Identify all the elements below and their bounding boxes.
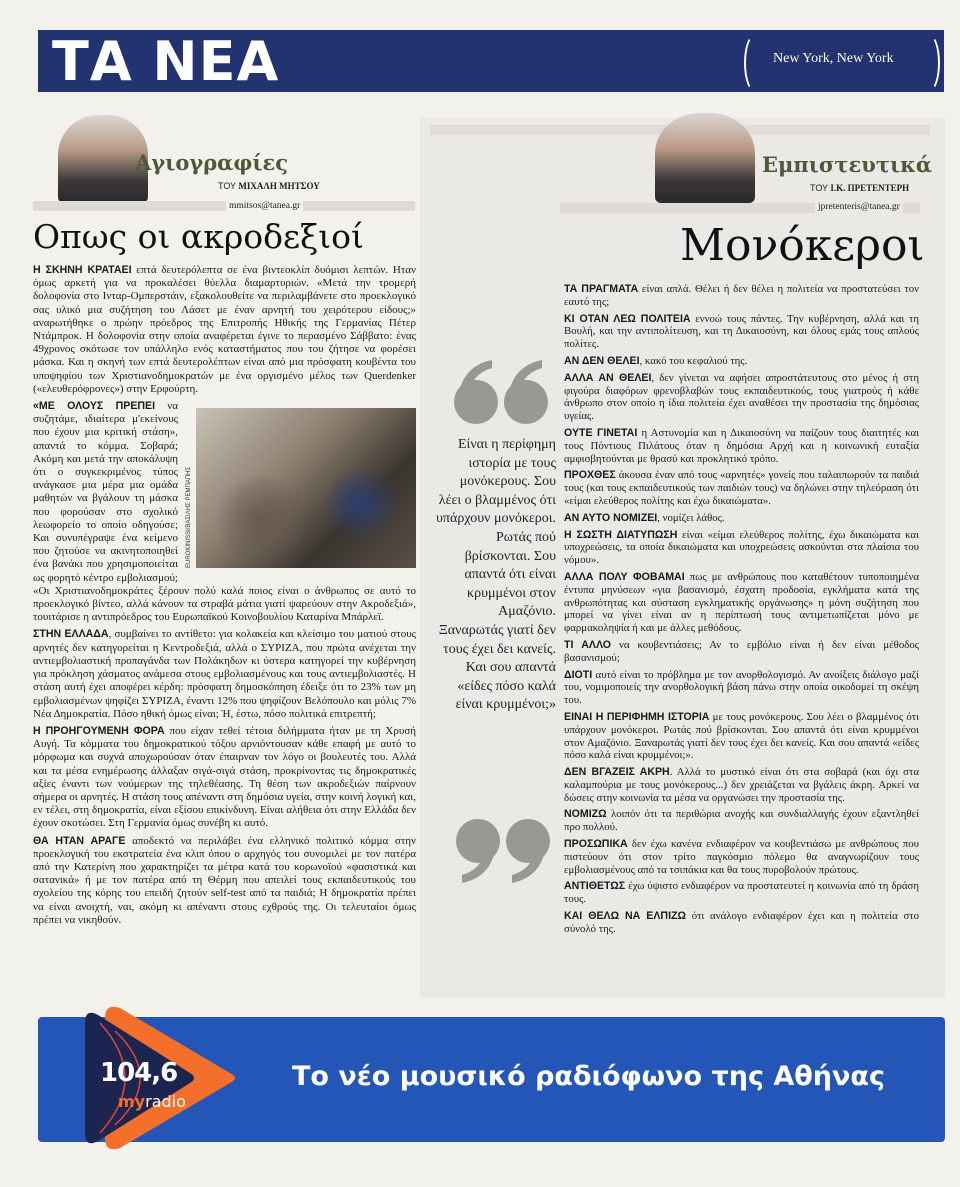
- lead-in: ΘΑ ΗΤΑΝ ΑΡΑΓΕ: [33, 834, 126, 847]
- paragraph-text: να συζητάμε, ιδιαίτερα μ'εκείνους που έχουν μια κριτική στάση», απαντά το κόμμα. Σοβαρά; Ακόμη και μετά την αποκάλυψη ότι ο συγκεκριμένος τύπος ανάγκασε μια μέρα μια ομάδα μαθητών να βγάλουν τη μάσκα που φορούσαν στο σχολικό λεωφορείο το οποίο οδηγούσε; Και συνυπέγραψε ένα κείμενο που ζητούσε να ακινητοποιηθεί ένα βανάκι που χρησιμοποιείται ως φορητό κέντρο εμβολιασμού; «Οι Χριστιανοδημοκράτες ξέρουν πολύ καλά ποιος είναι ο άνθρωπος σε αυτό το προεκλογικό βίντεο, αλλά κάνουν τα στραβά μάτια γιατί ψαρεύουν στην Ακροδεξιά», τουιτάρισε η αντιπρόεδρος του Ευρωπαϊκού Κοινοβουλίου Καταρίνα Μπάρλεϊ.: [33, 400, 416, 624]
- author-name: Ι.Κ. ΠΡΕΤΕΝΤΕΡΗ: [830, 183, 910, 193]
- paragraph-text: . Αλλά το μυστικό είναι ότι στα σοβαρά (και όχι στα καλαμπούρια με τους μονόκερους...) δεν χρειάζεται να βγάλεις άκρη. Αρκεί να δώσεις στην κοινωνία τα μέσα να οργανώσει την προστασία της.: [564, 766, 919, 804]
- paragraph: [564, 669, 919, 707]
- paragraph-text: , δεν γίνεται να αφήσει απροστάτευτους στο μένος ή στη φιγούρα διαφόρων φρενοβλαβών τους εκπαιδευτικούς, τους γιατρούς ή κάθε άνθρωπο στον οποίο η ίδια πολιτεία έχει αναθέσει την προστασία της δημόσιας υγείας.: [564, 371, 920, 423]
- lead-in: ΕΙΝΑΙ Η ΠΕΡΙΦΗΜΗ ΙΣΤΟΡΙΑ: [564, 710, 710, 723]
- brand-my: my: [118, 1092, 146, 1111]
- paragraph: [33, 400, 416, 624]
- radio-frequency: 104,6: [100, 1058, 178, 1088]
- paragraph: [564, 639, 919, 665]
- article-headline: Μονόκεροι: [680, 220, 925, 271]
- paragraph-text: δεν έχω κανένα ενδιαφέρον να κουβεντιάσω με ανθρώπους που πιστεύουν ότι στον τρίτο παγκόσμιο πόλεμο θα αναγνωρίζουν τους εμβολιασμένους από τα τσιπάκια και θα τους πυροβολούν πρώτους.: [564, 838, 919, 876]
- paragraph-text: εννοώ τους πάντες. Την κυβέρνηση, αλλά και τη Βουλή, και την αντιπολίτευση, και τη Δικαιοσύνη, και όλους εμάς τους απλούς πολίτες.: [564, 312, 919, 351]
- column-title: Αγιογραφίες: [135, 150, 289, 175]
- section-label: New York, New York: [773, 51, 894, 66]
- author-email[interactable]: mmitsos@tanea.gr: [226, 200, 303, 212]
- open-quote-icon: [452, 358, 552, 428]
- bracket-right: [918, 34, 940, 92]
- paragraph-text: είναι απλά. Θέλει ή δεν θέλει η πολιτεία να προστατεύσει τον εαυτό της;: [564, 283, 920, 308]
- close-quote-icon: [452, 815, 552, 885]
- masthead: [38, 30, 944, 92]
- lead-in: «ΜΕ ΟΛΟΥΣ ΠΡΕΠΕΙ: [33, 400, 156, 413]
- paragraph-text: , κακό του κεφαλιού της.: [639, 354, 748, 367]
- paragraph-text: πως με ανθρώπους που καταθέτουν τυποποιημένα έντυπα μηνύσεων «για βασανισμό, έσχατη προδοσία, εγκλήματα κατά της ανθρωπότητας και σύσταση εγκληματικής οργάνωσης» η μόνη συζήτηση που μπορεί να γίνει είναι αν η περίπτωσή τους αντιμετωπίζεται μόνο με φαρμακοληψία ή και με άλλες μεθόδους.: [564, 570, 919, 635]
- lead-in: ΚΙ ΟΤΑΝ ΛΕΩ ΠΟΛΙΤΕΙΑ: [564, 312, 691, 325]
- paragraph-text: που είχαν τεθεί τέτοια διλήμματα ήταν με τη Χρυσή Αυγή. Τα κόμματα του δημοκρατικού τόξου αρνιόντουσαν κάθε επαφή με αυτό το μόρφωμα και συχνά αποχωρούσαν όταν έπαιρναν τον λόγο οι βουλευτές του. Αλλά και τα μέσα ενημέρωσης άλλαξαν σιγά-σιγά στάση, προκρίνοντας τις δημοκρατικές αξίες έναντι των νούμερων της τηλεθέασης. Τη θέση των ακροδεξιών παίρνουν σήμερα οι αρνητές. Η στάση τους απέναντι στη δημόσια υγεία, στην κοινή λογική και, εν τέλει, στη δημοκρατία, είναι εξίσου επικίνδυνη. Είναι αλήθεια ότι στην Ελλάδα δεν έχουν σκοτώσει. Στη Γερμανία όμως συνέβη κι αυτό.: [33, 724, 416, 830]
- lead-in: Η ΣΩΣΤΗ ΔΙΑΤΥΠΩΣΗ: [564, 528, 678, 541]
- paragraph: [33, 725, 416, 831]
- pull-quote: Είναι η περίφημη ιστορία με τους μονόκερους. Σου λέει ο βλαμμένος ότι υπάρχουν μονόκεροι. Ρωτάς πού βρίσκονται. Σου απαντά ότι είναι κρυμμένοι στον Αμαζόνιο. Ξαναρωτάς γιατί δεν τους έχει δει κανείς. Και σου απαντά «είδες πόσο καλά είναι κρυμμένοι;»: [436, 437, 557, 713]
- paragraph-text: λοιπόν ότι τα περιθώρια ανοχής και συνδιαλλαγής έχουν εξαντληθεί προ πολλού.: [564, 808, 919, 834]
- paragraph: [33, 628, 416, 720]
- paragraph-text: να κουβεντιάσεις; Αν το εμβόλιο είναι ή δεν είναι μέθοδος βασανισμού;: [564, 638, 919, 664]
- lead-in: ΠΡΟΣΩΠΙΚΑ: [564, 838, 628, 851]
- byline: [218, 181, 320, 192]
- paragraph: [564, 529, 919, 567]
- paragraph-text: αποδεκτό να περιλάβει ένα ελληνικό πολιτικό κόμμα στην προεκλογική του εκστρατεία ένα κλιπ όπου ο αρχηγός του συνομιλεί με τον πατέρα από την Κατερίνη που χαρακτηρίζει τα μέτρα κατά του κορωνοϊού «φασιστικά και σατανικά» ή με τον πατέρα από τη Θέρμη που απειλεί τους εκπαιδευτικούς του σχολείου της κόρης του επειδή ζητούν self-test από τα παιδιά; Η δημοκρατία πρέπει να είναι ανοιχτή, ναι, ακόμη κι απέναντι στους εχθρούς της. Οι τελευταίοι όμως πρέπει να νικηθούν.: [33, 834, 416, 926]
- paragraph: [564, 512, 919, 525]
- brand-radio: radio: [145, 1092, 186, 1111]
- lead-in: ΝΟΜΙΖΩ: [564, 808, 607, 821]
- lead-in: ΔΕΝ ΒΓΑΖΕΙΣ ΑΚΡΗ: [564, 766, 670, 779]
- paragraph: [564, 766, 919, 804]
- article-headline: Οπως οι ακροδεξιοί: [33, 217, 364, 256]
- newspaper-logo: ΤΑ ΝΕΑ: [52, 30, 280, 93]
- photo-credit: EUROKINISSI/ΒΑΣΙΛΗΣ ΡΕΜΠΑΠΗΣ: [186, 466, 192, 569]
- paragraph: [564, 427, 919, 465]
- paragraph: [564, 355, 919, 368]
- paragraph-text: άκουσα έναν από τους «αρνητές» γονείς που ταλαιπωρούν τα παιδιά τους (και τους εκπαιδευτικούς των παιδιών τους) να δηλώνει στην τηλεόραση ότι «είμαι ελεύθερος πολίτης και έχω δικαιώματα».: [564, 469, 919, 507]
- ad-tagline: Το νέο μουσικό ραδιόφωνο της Αθήνας: [292, 1061, 885, 1092]
- divider-strip: [33, 201, 415, 211]
- lead-in: ΤΙ ΑΛΛΟ: [564, 638, 611, 651]
- paragraph: [564, 372, 919, 423]
- column-title: Εμπιστευτικά: [762, 152, 933, 177]
- paragraph: [564, 313, 919, 351]
- paragraph: [564, 711, 919, 762]
- paragraph-text: , συμβαίνει το αντίθετο: για κολακεία και κλείσιμο του ματιού στους αρνητές δεν κατηγορείται η Κεντροδεξιά, αλλά ο ΣΥΡΙΖΑ, που πρώτα ανέχεται την αντιεμβολιαστική προπαγάνδα των Πολάκηδων κι ύστερα κατηγορεί την κυβέρνηση για πρόκληση χάσματος ανάμεσα στους εμβολιασμένους και τους αντιεμβολιαστές. Η στάση αυτή έχει αποφέρει κέρδη: πρόσφατη δημοσκόπηση έδειξε ότι το 23% των μη εμβολιασμένων ψηφίζει ΣΥΡΙΖΑ, έναντι 12% που ψηφίζουν Βελόπουλο και μόλις 7% Νέα Δημοκρατία. Πόσο ηθική όμως είναι; Ή, έστω, πόσο πολιτικά επιτρεπτή;: [33, 628, 416, 720]
- lead-in: ΟΥΤΕ ΓΙΝΕΤΑΙ: [564, 426, 638, 439]
- paragraph-text: επτά δευτερόλεπτα σε ένα βιντεοκλίπ δυόμισι λεπτών. Ηταν όμως αρκετή για να προκαλέσει θύελλα διαμαρτυριών. «Μετά την τρομερή δολοφονία στο Ινταρ-Ομπερστάιν, εξακολουθείτε να περιλαμβάνετε στο προεκλογικό σας υλικό μια συζήτηση του Λάσετ με έναν αρνητή του χειρότερου είδους;» αναρωτήθηκε ο πρώην πρόεδρος της Επιτροπής Ηθικής της Γερμανίας Πέτερ Ντάμπροκ. Η δολοφονία στην οποία αναφέρεται έγινε το περασμένο Σάββατο: ένας 49χρονος σκότωσε τον υπάλληλο ενός καταστήματος που του ζήτησε να φορέσει μάσκα. Και η σκηνή των επτά δευτερολέπτων είναι από μια πρόσφατη κουβέντα του υποψηφίου των Χριστιανοδημοκρατών με ένα οργισμένο μέλος των Querdenker («ελευθερόφρονες») στην Ερφούρτη.: [33, 264, 416, 395]
- byline-prefix: ΤΟΥ: [218, 181, 236, 191]
- paragraph: [564, 808, 919, 834]
- paragraph: [564, 880, 919, 906]
- article-body-left: [33, 264, 416, 931]
- author-name: ΜΙΧΑΛΗ ΜΗΤΣΟΥ: [238, 181, 320, 191]
- paragraph-text: είναι «είμαι ελεύθερος πολίτης, έχω δικαιώματα και υποχρεώσεις, τα οποία δικαιώματα και υποχρεώσεις ασκούνται στα πλαίσια του νόμου».: [564, 528, 919, 567]
- lead-in: ΤΑ ΠΡΑΓΜΑΤΑ: [564, 283, 639, 295]
- protest-photo: [186, 408, 416, 569]
- lead-in: ΣΤΗΝ ΕΛΛΑΔΑ: [33, 628, 109, 641]
- bracket-left: [744, 34, 766, 92]
- lead-in: ΑΝ ΑΥΤΟ ΝΟΜΙΖΕΙ: [564, 511, 658, 524]
- paragraph: [33, 264, 416, 396]
- paragraph: [564, 469, 919, 507]
- lead-in: Η ΣΚΗΝΗ ΚΡΑΤΑΕΙ: [33, 264, 132, 276]
- paragraph-text: με τους μονόκερους. Σου λέει ο βλαμμένος ότι υπάρχουν μονόκεροι. Ρωτάς πού βρίσκονται. Σου απαντά ότι είναι κρυμμένοι στον Αμαζόνιο. Ξαναρωτάς γιατί δεν τους έχει δει κανείς. Και σου απαντά «είδες πόσο καλά είναι κρυμμένοι;».: [564, 710, 919, 762]
- author-photo-pretenteris: [655, 113, 755, 203]
- paragraph: [564, 910, 919, 936]
- radio-brand: [118, 1092, 186, 1112]
- article-body-right: [564, 283, 919, 940]
- byline-prefix: ΤΟΥ: [810, 183, 828, 193]
- photo-credit-wrap: [185, 408, 194, 568]
- paragraph-text: ότι ανάλογο ενδιαφέρον έχει και η πολιτεία στο σύνολό της.: [564, 910, 919, 935]
- lead-in: ΔΙΟΤΙ: [564, 668, 593, 681]
- author-email[interactable]: jpretenteris@tanea.gr: [815, 201, 903, 213]
- paragraph-text: έχω ύψιστο ενδιαφέρον να προστατευτεί η κοινωνία από τη δράση τους.: [564, 880, 919, 906]
- lead-in: Η ΠΡΟΗΓΟΥΜΕΝΗ ΦΟΡΑ: [33, 724, 165, 737]
- byline: [810, 183, 909, 194]
- paragraph: [564, 283, 919, 309]
- lead-in: ΚΑΙ ΘΕΛΩ ΝΑ ΕΛΠΙΖΩ: [564, 910, 686, 923]
- paragraph-text: αυτό είναι το πρόβλημα με τον ανορθολογισμό. Αν ανοίξεις διάλογο μαζί του, νομιμοποιείς την ανορθολογική βάση πάνω στην οποία οικοδομεί τη σκέψη του.: [564, 668, 919, 707]
- paragraph-text: , νομίζει λάθος.: [657, 511, 725, 524]
- lead-in: ΑΝ ΔΕΝ ΘΕΛΕΙ: [564, 354, 640, 367]
- lead-in: ΑΛΛΑ ΑΝ ΘΕΛΕΙ: [564, 371, 652, 384]
- paragraph-text: η Αστυνομία και η Δικαιοσύνη να παίζουν τους διαιτητές και τους Πόντιους Πιλάτους όταν η δημόσια Αρχή και η κοινωνική ευταξία αμφισβητούνται με θρασύ και προκλητικό τρόπο.: [564, 426, 920, 465]
- lead-in: ΑΛΛΑ ΠΟΛΥ ΦΟΒΑΜΑΙ: [564, 570, 685, 583]
- lead-in: ΠΡΟΧΘΕΣ: [564, 469, 616, 482]
- lead-in: ΑΝΤΙΘΕΤΩΣ: [564, 880, 626, 893]
- paragraph: [564, 571, 919, 635]
- paragraph: [564, 838, 919, 876]
- paragraph: [33, 835, 416, 927]
